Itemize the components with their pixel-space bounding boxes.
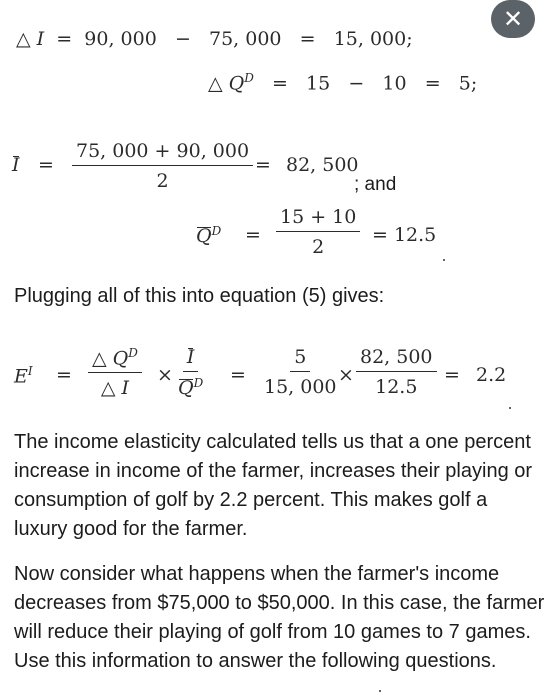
stray-dot [509, 407, 511, 409]
paragraph-scenario: Now consider what happens when the farmer's income decreases from $75,000 to $50,000. In this case, the farmer will reduce their playing of golf from 10 games to 7 games. Use this information to answer the following questions. [14, 563, 545, 672]
stray-dot [443, 259, 445, 261]
equation-delta-income: △ I = 90, 000 − 75, 000 = 15, 000; [16, 28, 413, 50]
paragraph-plugging: Plugging all of this into equation (5) gives: [14, 285, 385, 307]
equation-average-quantity: $Q^D$ = $\frac{15 + 10}{2}$ = 12.5 [196, 206, 437, 258]
close-icon: ✕ [502, 5, 524, 33]
paragraph-interpretation: The income elasticity calculated tells us that a one percent increase in income of the farmer, increases their playing or consumption of golf by 2.2 percent. This makes golf a luxury good for the farmer. [14, 431, 533, 540]
equation-delta-quantity: △ $Q^D$ = 15 − 10 = 5; [208, 71, 478, 95]
text-and: ; and [354, 174, 397, 195]
equation-income-elasticity: $E^I$ = $\frac{\triangle Q^D}{\triangle I}$ × $\frac{I}{Q^D}$ = $\frac{5}{15, 000}$ × $\frac{82, 500}{12.5}$ = 2.2 [14, 346, 507, 400]
close-button[interactable] [491, 0, 535, 38]
stray-dot [379, 690, 381, 692]
